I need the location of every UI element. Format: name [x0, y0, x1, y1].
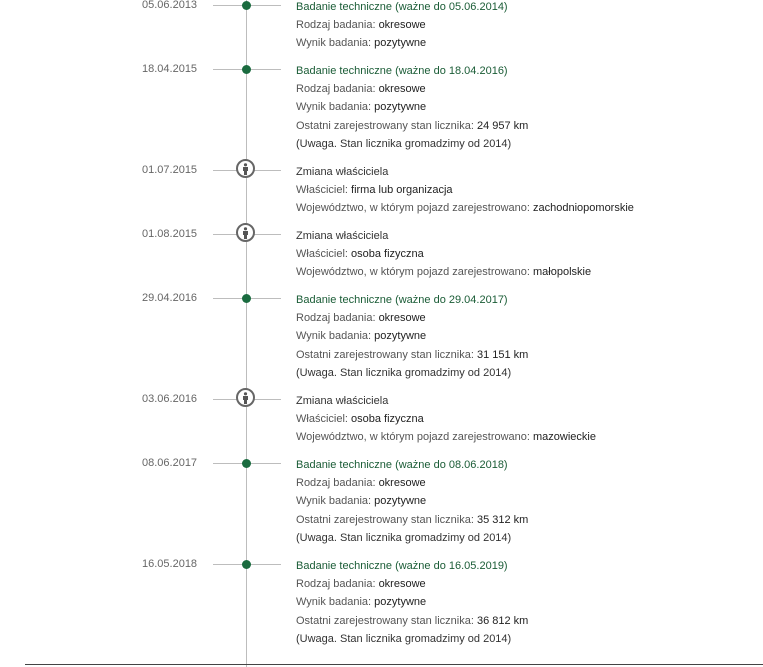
- odometer-note: (Uwaga. Stan licznika gromadzimy od 2014): [296, 366, 512, 379]
- detail-label: Rodzaj badania:: [296, 578, 379, 591]
- event-title: Zmiana właściciela: [296, 166, 389, 178]
- event-detail-row: [296, 34, 756, 52]
- event-details: [296, 163, 756, 218]
- person-icon: [236, 223, 255, 242]
- person-icon: [236, 159, 255, 178]
- detail-label: Wynik badania:: [296, 37, 375, 50]
- inspection-dot-icon: [242, 1, 251, 10]
- event-title: Badanie techniczne (ważne do 29.04.2017): [296, 294, 508, 306]
- detail-label: Wynik badania:: [296, 596, 375, 609]
- event-detail-row: [296, 511, 756, 529]
- odometer-note: (Uwaga. Stan licznika gromadzimy od 2014): [296, 632, 512, 645]
- event-detail-row: [296, 117, 756, 135]
- odometer-note: (Uwaga. Stan licznika gromadzimy od 2014): [296, 531, 512, 544]
- detail-value: firma lub organizacja: [351, 184, 453, 197]
- page-bottom-border: [25, 664, 763, 665]
- detail-value: 36 812 km: [476, 614, 529, 627]
- event-details: [296, 557, 756, 648]
- event-date: 16.05.2018: [142, 558, 198, 570]
- event-date: 08.06.2017: [142, 457, 198, 469]
- detail-value: 24 957 km: [476, 119, 529, 132]
- event-detail-row: [296, 327, 756, 345]
- event-detail-row: [296, 612, 756, 630]
- event-detail-row: [296, 428, 756, 446]
- event-date: 05.06.2013: [142, 0, 198, 11]
- event-details: [296, 62, 756, 153]
- event-date: 01.07.2015: [142, 164, 198, 176]
- detail-value: pozytywne: [374, 495, 427, 508]
- event-detail-row: [296, 245, 756, 263]
- event-date: 01.08.2015: [142, 228, 198, 240]
- detail-label: Właściciel:: [296, 184, 352, 197]
- event-detail-row: [296, 199, 756, 217]
- detail-label: Właściciel:: [296, 248, 352, 261]
- detail-label: Wynik badania:: [296, 495, 375, 508]
- detail-label: Rodzaj badania:: [296, 83, 379, 96]
- event-details: [296, 227, 756, 282]
- detail-value: okresowe: [378, 477, 426, 490]
- event-date: 03.06.2016: [142, 393, 198, 405]
- event-title: Zmiana właściciela: [296, 395, 389, 407]
- event-details: [296, 456, 756, 547]
- event-detail-row: [296, 474, 756, 492]
- detail-value: pozytywne: [374, 101, 427, 114]
- detail-value: 31 151 km: [476, 348, 529, 361]
- detail-label: Ostatni zarejestrowany stan licznika:: [296, 348, 477, 361]
- event-detail-row: [296, 16, 756, 34]
- detail-label: Rodzaj badania:: [296, 477, 379, 490]
- inspection-dot-icon: [242, 560, 251, 569]
- detail-label: Województwo, w którym pojazd zarejestrowano:: [296, 266, 534, 279]
- detail-label: Wynik badania:: [296, 101, 375, 114]
- event-date: 18.04.2015: [142, 63, 198, 75]
- event-details: [296, 0, 756, 53]
- person-icon: [236, 388, 255, 407]
- detail-value: okresowe: [378, 19, 426, 32]
- odometer-note: (Uwaga. Stan licznika gromadzimy od 2014): [296, 137, 512, 150]
- detail-value: 35 312 km: [476, 513, 529, 526]
- detail-value: okresowe: [378, 83, 426, 96]
- detail-value: mazowieckie: [533, 431, 596, 444]
- detail-label: Województwo, w którym pojazd zarejestrowano:: [296, 202, 534, 215]
- detail-label: Rodzaj badania:: [296, 19, 379, 32]
- event-detail-row: [296, 575, 756, 593]
- event-detail-row: [296, 492, 756, 510]
- detail-label: Województwo, w którym pojazd zarejestrowano:: [296, 431, 534, 444]
- detail-label: Rodzaj badania:: [296, 312, 379, 325]
- detail-label: Ostatni zarejestrowany stan licznika:: [296, 513, 477, 526]
- detail-label: Ostatni zarejestrowany stan licznika:: [296, 614, 477, 627]
- event-detail-row: [296, 346, 756, 364]
- detail-label: Wynik badania:: [296, 330, 375, 343]
- event-detail-row: [296, 98, 756, 116]
- detail-value: pozytywne: [374, 596, 427, 609]
- event-title: Badanie techniczne (ważne do 05.06.2014): [296, 1, 508, 13]
- event-title: Zmiana właściciela: [296, 230, 389, 242]
- detail-value: okresowe: [378, 312, 426, 325]
- detail-value: małopolskie: [533, 266, 592, 279]
- event-detail-row: [296, 309, 756, 327]
- detail-value: zachodniopomorskie: [533, 202, 634, 215]
- event-detail-row: [296, 410, 756, 428]
- detail-value: osoba fizyczna: [351, 413, 424, 426]
- event-detail-row: [296, 593, 756, 611]
- event-title: Badanie techniczne (ważne do 08.06.2018): [296, 459, 508, 471]
- event-detail-row: [296, 181, 756, 199]
- event-details: [296, 291, 756, 382]
- event-date: 29.04.2016: [142, 292, 198, 304]
- detail-label: Ostatni zarejestrowany stan licznika:: [296, 119, 477, 132]
- inspection-dot-icon: [242, 65, 251, 74]
- event-details: [296, 392, 756, 447]
- detail-value: pozytywne: [374, 330, 427, 343]
- inspection-dot-icon: [242, 294, 251, 303]
- event-title: Badanie techniczne (ważne do 16.05.2019): [296, 560, 508, 572]
- detail-value: okresowe: [378, 578, 426, 591]
- event-detail-row: [296, 263, 756, 281]
- detail-value: pozytywne: [374, 37, 427, 50]
- event-title: Badanie techniczne (ważne do 18.04.2016): [296, 65, 508, 77]
- detail-value: osoba fizyczna: [351, 248, 424, 261]
- event-detail-row: [296, 80, 756, 98]
- detail-label: Właściciel:: [296, 413, 352, 426]
- inspection-dot-icon: [242, 459, 251, 468]
